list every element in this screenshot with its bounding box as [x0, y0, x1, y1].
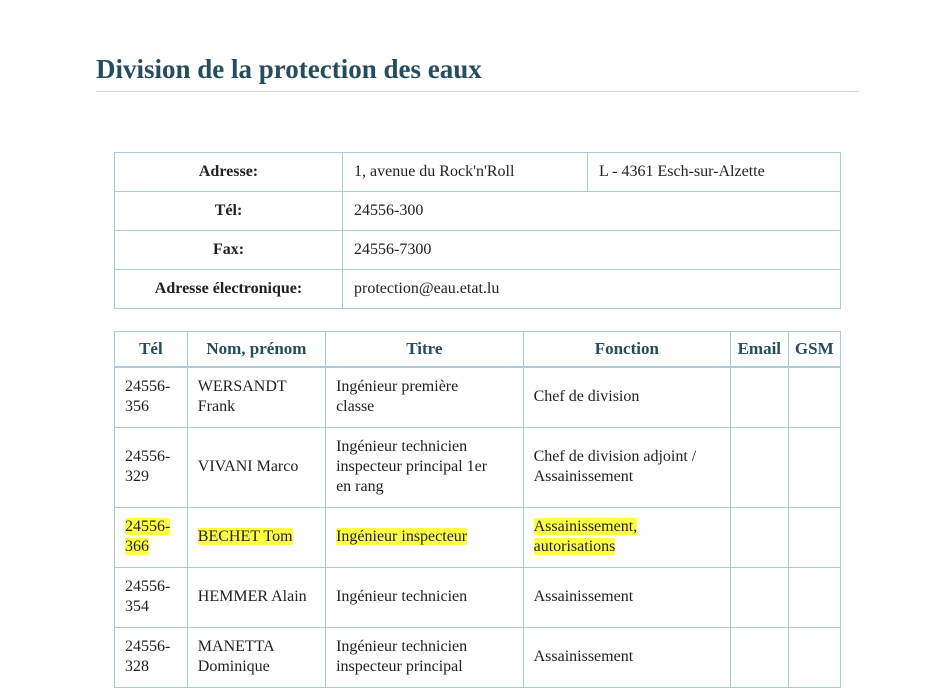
header-fonction: Fonction: [523, 332, 730, 368]
staff-header-row: [115, 332, 841, 368]
cell-tel-line: 24556-: [125, 378, 171, 396]
cell-fonction: [523, 507, 730, 567]
cell-fonction-line: Chef de division adjoint /: [533, 448, 697, 465]
cell-titre-line: Ingénieur technicien: [336, 588, 468, 605]
header-gsm: GSM: [788, 332, 840, 368]
cell-titre-line: Ingénieur technicien: [336, 638, 468, 655]
cell-gsm: [788, 367, 840, 427]
cell-gsm: [788, 567, 840, 627]
cell-titre: [326, 627, 524, 687]
cell-gsm: [788, 427, 840, 507]
cell-titre-line: Ingénieur technicien: [336, 438, 468, 455]
cell-fonction-line: Assainissement,: [533, 518, 638, 535]
email-label: Adresse électronique:: [115, 270, 343, 309]
cell-tel: [115, 507, 188, 567]
cell-email: [731, 427, 789, 507]
email-row: [115, 270, 841, 309]
cell-nom: [187, 367, 325, 427]
cell-tel-line: 356: [125, 398, 149, 416]
staff-body: [115, 367, 841, 687]
cell-nom-line: Frank: [197, 398, 236, 416]
tel-label: Tél:: [115, 192, 343, 231]
cell-nom: [187, 627, 325, 687]
fax-value: 24556-7300: [343, 231, 841, 270]
cell-nom-line: HEMMER Alain: [197, 588, 307, 605]
cell-fonction: [523, 567, 730, 627]
title-divider: [96, 91, 859, 92]
address-label: Adresse:: [115, 153, 343, 192]
cell-titre: [326, 507, 524, 567]
cell-nom-line: Dominique: [197, 658, 270, 675]
cell-tel-line: 24556-: [125, 638, 171, 655]
cell-nom: [187, 567, 325, 627]
cell-email: [731, 507, 789, 567]
cell-nom-line: MANETTA: [197, 638, 275, 655]
cell-nom-line: VIVANI Marco: [197, 458, 299, 475]
contact-info-table: [114, 152, 841, 309]
cell-titre-line: inspecteur principal 1er: [336, 458, 488, 475]
cell-titre-line: en rang: [336, 478, 384, 495]
address-city: L - 4361 Esch-sur-Alzette: [588, 153, 841, 192]
cell-fonction: [523, 627, 730, 687]
header-tel: Tél: [115, 332, 188, 368]
cell-gsm: [788, 507, 840, 567]
header-nom: Nom, prénom: [187, 332, 325, 368]
cell-tel-line: 24556-: [125, 448, 171, 465]
cell-email: [731, 367, 789, 427]
cell-tel-line: 24556-: [125, 518, 171, 535]
email-link[interactable]: protection@eau.etat.lu: [343, 270, 841, 309]
cell-nom-line: WERSANDT: [197, 378, 287, 396]
cell-fonction-line: autorisations: [533, 538, 616, 555]
cell-tel: [115, 367, 188, 427]
cell-fonction: [523, 427, 730, 507]
address-row: [115, 153, 841, 192]
cell-tel: [115, 627, 188, 687]
fax-label: Fax:: [115, 231, 343, 270]
cell-titre-line: classe: [336, 398, 375, 416]
cell-titre-line: Ingénieur première: [336, 378, 459, 396]
tel-value: 24556-300: [343, 192, 841, 231]
tel-row: [115, 192, 841, 231]
staff-row: [115, 507, 841, 567]
cell-tel-line: 354: [125, 598, 149, 615]
cell-titre-line: inspecteur principal: [336, 658, 463, 675]
cell-fonction-line: Assainissement: [533, 648, 634, 665]
cell-email: [731, 627, 789, 687]
header-titre: Titre: [326, 332, 524, 368]
cell-tel-line: 328: [125, 658, 149, 675]
cell-tel-line: 329: [125, 468, 149, 485]
cell-tel: [115, 567, 188, 627]
header-email: Email: [731, 332, 789, 368]
staff-row: [115, 567, 841, 627]
fax-row: [115, 231, 841, 270]
cell-fonction-line: Chef de division: [533, 388, 640, 406]
staff-row: [115, 427, 841, 507]
cell-tel-line: 366: [125, 538, 149, 555]
cell-nom: [187, 427, 325, 507]
cell-fonction-line: Assainissement: [533, 588, 634, 605]
staff-row: [115, 627, 841, 687]
staff-table: [114, 331, 841, 688]
address-street: 1, avenue du Rock'n'Roll: [343, 153, 588, 192]
cell-gsm: [788, 627, 840, 687]
cell-titre: [326, 427, 524, 507]
cell-tel-line: 24556-: [125, 578, 171, 595]
cell-fonction: [523, 367, 730, 427]
cell-titre: [326, 367, 524, 427]
cell-fonction-line: Assainissement: [533, 468, 634, 485]
cell-titre: [326, 567, 524, 627]
cell-nom-line: BECHET Tom: [197, 528, 293, 545]
cell-nom: [187, 507, 325, 567]
cell-email: [731, 567, 789, 627]
page-title: Division de la protection des eaux: [96, 54, 482, 84]
cell-tel: [115, 427, 188, 507]
cell-titre-line: Ingénieur inspecteur: [336, 528, 468, 545]
staff-row: [115, 367, 841, 427]
